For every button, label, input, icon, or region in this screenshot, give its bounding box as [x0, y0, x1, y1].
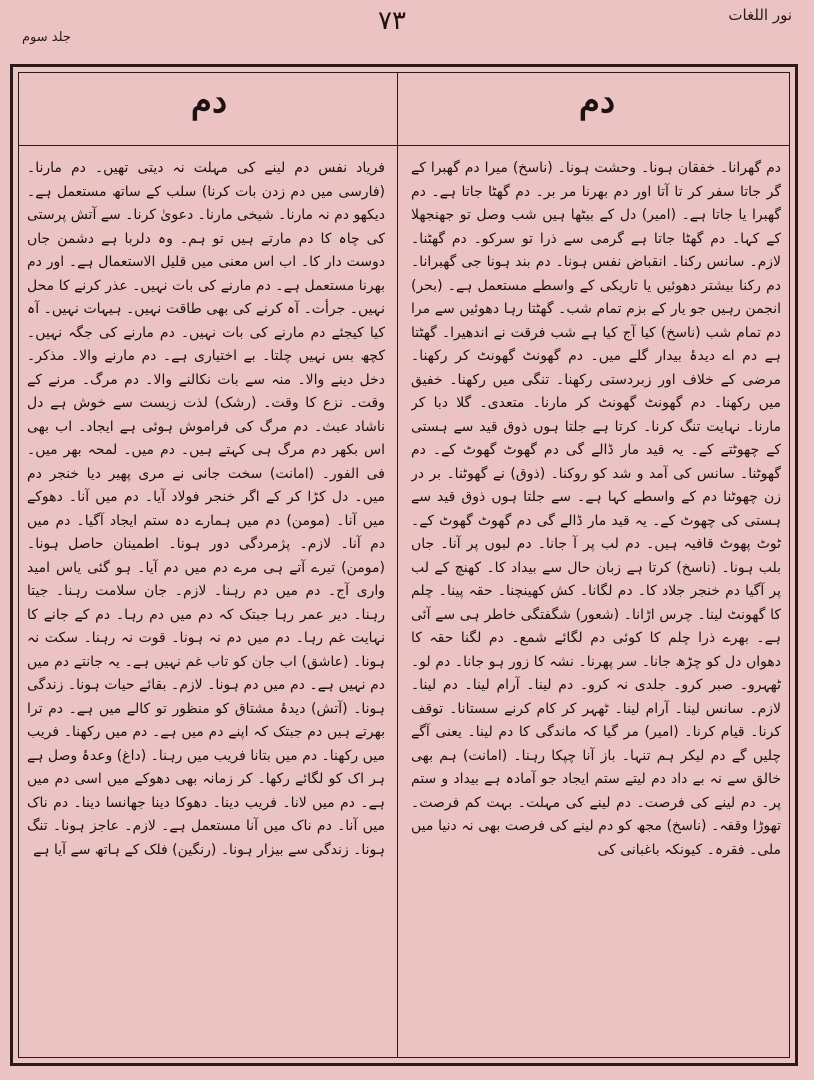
- right-column-heading: دم: [578, 81, 616, 121]
- page-frame: [10, 64, 798, 1066]
- left-entry-text: فریاد نفس دم لینے کی مہلت نہ دیتی تھیں۔ دم مارنا۔ (فارسی میں دم زدن بات کرنا) سلب کے ساتھ مستعمل ہے۔ دیکھو دم نہ مارنا۔ شیخی مارنا۔ دعویٰ کرنا۔ سے آتش پرستی کی چاہ کا دم مارتے ہیں تو ہم۔ وہ دلربا ہے دشمن جاں دوست دار کا۔ اب اس معنی میں قلیل الاستعمال ہے۔ اور دم بھرنا مستعمل ہے۔ دم مارنے کی بات نہیں۔ عذر کرنے کا محل نہیں۔ جرأت۔ آہ کرنے کی بھی طاقت نہیں۔ ہیہات نہیں۔ آہ کیا کیجئے دم مارنے کی بات نہیں۔ دم مارنے کی جگہ نہیں۔ کچھ بس نہیں چلتا۔ بے اختیاری ہے۔ دم مارنے والا۔ مذکر۔ دخل دینے والا۔ منہ سے بات نکالنے والا۔ دم مرگ۔ مرنے کے وقت۔ نزع کا وقت۔ (رشک) لذت زیست سے خوش ہے دل ناشاد عبث۔ دم مرگ کی فراموش ہوئی ہے ایجاد۔ اب بھی اس بکھر دم مرگ ہی کہتے ہیں۔ دم میں۔ لمحہ بھر میں۔ فی الفور۔ (امانت) سخت جانی نے مری پھیر دیا خنجر دم میں۔ دل کڑا کر کے اگر خنجر فولاد آیا۔ دم میں آنا۔ دھوکے میں آنا۔ (مومن) دم میں ہمارے دہ ستم ایجاد آگیا۔ دم میں دم آنا۔ لازم۔ پژمردگی دور ہونا۔ اطمینان حاصل ہونا۔ (مومن) تیرے آتے ہی مرے دم میں دم آیا۔ ہو گئی یاس امید واری آج۔ دم میں دم رہنا۔ لازم۔ جان سلامت رہنا۔ جیتا رہنا۔ دیر عمر رہا جبتک کہ دم میں دم رہا۔ دم کے جانے کا نہایت غم رہا۔ دم میں دم نہ ہونا۔ قوت نہ رہنا۔ سکت نہ ہونا۔ (عاشق) اب جان کو تاب غم نہیں ہے۔ یہ جانتے دم میں دم نہیں ہے۔ دم میں دم ہونا۔ لازم۔ بقائے حیات ہونا۔ زندگی ہونا۔ (آتش) دیدۂ مشتاق کو منظور تو کالے میں ہے۔ دم ترا بھرتے ہیں دم جبتک کہ اپنے دم میں ہے۔ دم میں رکھنا۔ فریب میں رکھنا۔ دم میں بتانا فریب میں رہنا۔ (داغ) وعدۂ وصل ہے ہر اک کو لگائے رکھا۔ کر زمانہ بھی دھوکے میں اسی دم میں ہے۔ دم میں لانا۔ فریب دینا۔ دھوکا دینا جھانسا دینا۔ دم ناک میں آنا۔ دم ناک میں آنا مستعمل ہے۔ لازم۔ عاجز ہونا۔ تنگ ہونا۔ زندگی سے بیزار ہونا۔ (رنگین) فلک کے ہاتھ سے آیا ہے: [27, 160, 385, 858]
- right-entry-text: دم گھرانا۔ خفقان ہونا۔ وحشت ہونا۔ (ناسخ) میرا دم گھبرا کے گر جاتا سفر کر تا آتا اور دم بھرنا مر بر۔ دم گھٹا جاتا ہے۔ دم گھبرا یا جاتا ہے۔ (امیر) دل کے بیٹھا ہیں شب وصل تو جھنجھلا کے کہا۔ دم گھٹا جاتا ہے گرمی سے ذرا تو سرکو۔ دم گھٹنا۔ لازم۔ سانس رکنا۔ انقباض نفس ہونا۔ دم بند ہونا جی گھبرانا۔ دم رکنا بیشتر دھوئیں یا تاریکی کے واسطے مستعمل ہے۔ (بحر) انجمن رہیں جو یار کے بزم تمام شب۔ گھٹتا رہا دھوئیں سے مرا دم تمام شب (ناسخ) کیا آج کیا ہے شب فرقت نے اندھیرا۔ گھٹتا ہے دم اے دیدۂ بیدار گلے میں۔ دم گھونٹ گھونٹ کر رکھنا۔ مرضی کے خلاف اور زبردستی رکھنا۔ تنگی میں رکھنا۔ خفیق میں رکھنا۔ دم گھونٹ گھونٹ کر مارنا۔ متعدی۔ گلا دبا کر مارنا۔ نہایت تنگ کرنا۔ کرتا ہے جلتا ہوں ذوق قید سے ہستی کے چھوٹتے کے۔ یہ قید مار ڈالے گی دم گھوٹ گھوٹ کے۔ دم گھوٹنا۔ سانس کی آمد و شد کو روکنا۔ (ذوق) نے گھوٹنا۔ بر در زن چھوٹنا دم کے واسطے کہا ہے۔ سے جلتا ہوں ذوق قید سے ہستی کی چھوٹ کے۔ یہ قید مار ڈالے گی دم گھوٹ گھوٹ کے۔ ٹوٹ پھوٹ قافیہ ہیں۔ دم لب پر آ جانا۔ دم لبوں پر آنا۔ جاں بلب ہونا۔ (ناسخ) کرتا ہے زبان حال سے بیداد کا۔ کھنچ کے لب پر آگیا دم خنجر جلاد کا۔ دم لگانا۔ کش کھینچنا۔ حقہ پینا۔ چلم کا گھونٹ لینا۔ چرس اڑانا۔ (شعور) شگفتگی خاطر ہی سے آئی ہے۔ بھرے ذرا چلم کا کوئی دم لگائے شمع۔ دم لگنا حقہ کا دھواں دل کو چڑھ جانا۔ سر پھرنا۔ نشہ کا زور ہو جانا۔ دم لو۔ ٹھہرو۔ صبر کرو۔ جلدی نہ کرو۔ دم لینا۔ آرام لینا۔ دم لینا۔ لازم۔ سانس لینا۔ آرام لینا۔ ٹھہر کر کام کرنے سستانا۔ توقف کرنا۔ قیام کرنا۔ (امیر) مر گیا کہ ماندگی کا دم لینا۔ یعنی آگے چلیں گے دم لیکر ہم تنہا۔ باز آنا چپکا رہنا۔ (امانت) ہم بھی خالق سے نہ بے داد دم لیتے ستم ایجاد جو آمادہ ہے بیداد و ستم پر۔ دم لینے کی فرصت۔ دم لینے کی مہلت۔ بہت کم فرصت۔ تھوڑا وقفہ۔ (ناسخ) مجھ کو دم لینے کی فرصت بھی نہ دنیا میں ملی۔ فقرہ۔ کیونکہ باغبانی کی: [411, 160, 781, 858]
- inner-frame: [18, 72, 790, 1058]
- volume-label: جلد سوم: [22, 30, 71, 45]
- left-column-text: [27, 157, 385, 1047]
- right-column-text: [411, 157, 781, 1047]
- page-number: ۷۳: [378, 6, 406, 36]
- column-divider: [397, 73, 398, 1057]
- book-title: نور اللغات: [728, 6, 792, 24]
- heading-rule: [19, 145, 789, 146]
- left-column-heading: دم: [190, 81, 228, 121]
